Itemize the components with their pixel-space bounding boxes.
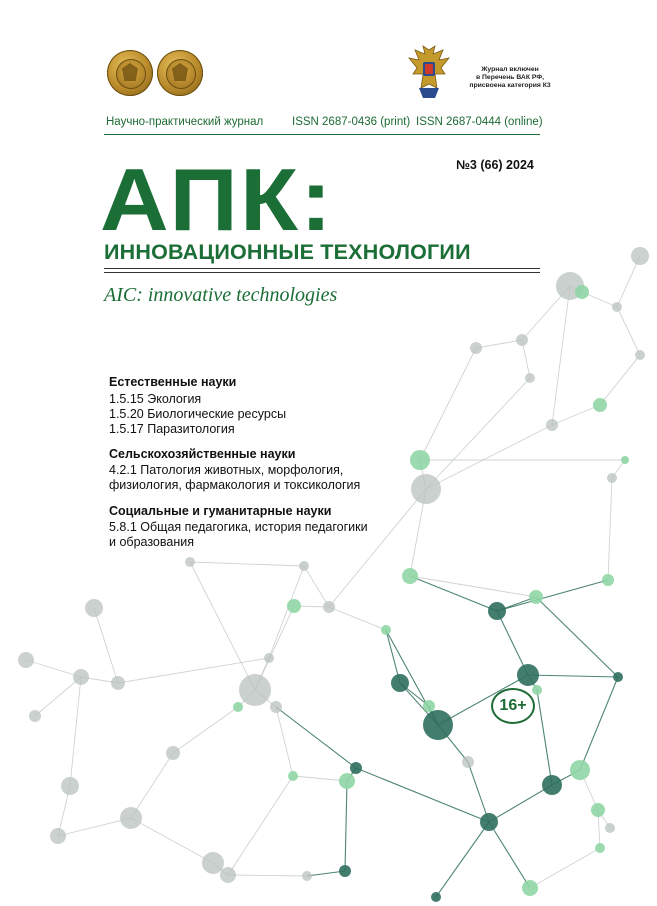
network-link (94, 608, 118, 683)
network-node (61, 777, 79, 795)
network-node (635, 350, 645, 360)
network-node (517, 664, 539, 686)
network-link (304, 566, 329, 607)
network-link (426, 425, 552, 489)
network-node (185, 557, 195, 567)
section-item: 4.2.1 Патология животных, морфология, (109, 463, 344, 477)
network-node (621, 456, 629, 464)
journal-title-main: АПК: (100, 150, 334, 249)
network-link (58, 818, 131, 836)
network-node (480, 813, 498, 831)
issue-number: №3 (66) 2024 (456, 158, 534, 172)
network-link (345, 781, 347, 871)
network-node (85, 599, 103, 617)
network-node (323, 601, 335, 613)
network-node (29, 710, 41, 722)
network-link (410, 576, 497, 611)
vak-line-2: в Перечень ВАК РФ, (475, 74, 545, 81)
network-link (228, 875, 307, 876)
section-heading-agricultural-sciences: Сельскохозяйственные науки (109, 447, 296, 461)
network-node (462, 756, 474, 768)
network-node (542, 775, 562, 795)
network-link (269, 566, 304, 658)
network-node (402, 568, 418, 584)
network-link (600, 355, 640, 405)
network-node (423, 700, 435, 712)
network-link (293, 776, 347, 781)
network-node (18, 652, 34, 668)
network-node (605, 823, 615, 833)
journal-title-english: AIC: innovative technologies (104, 284, 338, 306)
network-node (287, 599, 301, 613)
network-node (220, 867, 236, 883)
title-divider-2 (104, 272, 540, 273)
network-node (631, 247, 649, 265)
network-link (190, 562, 255, 690)
coat-of-arms-icon (405, 44, 453, 100)
network-link (617, 307, 640, 355)
network-node (525, 373, 535, 383)
vak-line-3: присвоена категория К3 (469, 82, 551, 89)
network-link (552, 286, 570, 425)
network-link (70, 677, 81, 786)
network-link (580, 677, 618, 770)
network-node (50, 828, 66, 844)
gold-medal-emblem-1 (107, 50, 153, 96)
age-rating-badge: 16+ (491, 688, 535, 724)
network-node (120, 807, 142, 829)
network-node (470, 342, 482, 354)
network-node (613, 672, 623, 682)
network-node (431, 892, 441, 902)
network-node (339, 773, 355, 789)
gold-medal-emblem-2 (157, 50, 203, 96)
network-link (530, 848, 600, 888)
section-item: физиология, фармакология и токсикология (109, 478, 361, 492)
section-item: 5.8.1 Общая педагогика, история педагогики (109, 520, 368, 534)
network-node (602, 574, 614, 586)
title-divider-1 (104, 268, 540, 269)
network-node (516, 334, 528, 346)
vak-inclusion-note (455, 66, 565, 90)
network-link (426, 378, 530, 489)
issn-online: ISSN 2687-0444 (online) (416, 116, 543, 128)
network-node (423, 710, 453, 740)
network-node (239, 674, 271, 706)
network-link (552, 405, 600, 425)
network-link (228, 776, 293, 875)
vak-line-1: Журнал включен (481, 66, 539, 73)
section-item: 1.5.17 Паразитология (109, 422, 235, 436)
network-node (522, 880, 538, 896)
network-node (288, 771, 298, 781)
network-node (202, 852, 224, 874)
network-node (591, 803, 605, 817)
network-node (593, 398, 607, 412)
network-node (612, 302, 622, 312)
network-link (476, 340, 522, 348)
network-node (529, 590, 543, 604)
network-node (570, 760, 590, 780)
network-link (420, 348, 476, 460)
network-node (166, 746, 180, 760)
network-link (608, 478, 612, 580)
network-node (595, 843, 605, 853)
network-link (26, 660, 81, 677)
network-node (73, 669, 89, 685)
header-divider (104, 134, 540, 135)
network-link (329, 607, 386, 630)
section-heading-natural-sciences: Естественные науки (109, 375, 237, 389)
network-node (302, 871, 312, 881)
network-node (299, 561, 309, 571)
network-link (468, 762, 489, 822)
network-link (329, 489, 426, 607)
network-node (264, 653, 274, 663)
section-item: 1.5.15 Экология (109, 392, 202, 406)
network-node (391, 674, 409, 692)
network-link (410, 576, 536, 597)
network-link (528, 675, 618, 677)
section-item: 1.5.20 Биологические ресурсы (109, 407, 287, 421)
network-link (131, 753, 173, 818)
network-node (575, 285, 589, 299)
network-node (532, 685, 542, 695)
network-node (410, 450, 430, 470)
issn-print: ISSN 2687-0436 (print) (292, 116, 411, 128)
network-link (276, 707, 356, 768)
network-node (381, 625, 391, 635)
network-link (489, 785, 552, 822)
network-link (131, 818, 213, 863)
section-item: и образования (109, 535, 194, 549)
journal-type-label: Научно-практический журнал (106, 116, 264, 128)
journal-title-subtitle: ИННОВАЦИОННЫЕ ТЕХНОЛОГИИ (104, 240, 471, 264)
network-link (356, 768, 489, 822)
section-heading-social-humanities: Социальные и гуманитарные науки (109, 504, 332, 518)
network-link (537, 690, 552, 785)
network-node (350, 762, 362, 774)
network-link (173, 707, 238, 753)
network-node (111, 676, 125, 690)
network-link (35, 677, 81, 716)
network-link (489, 822, 530, 888)
network-node (339, 865, 351, 877)
network-link (190, 562, 304, 566)
network-node (546, 419, 558, 431)
network-link (436, 822, 489, 897)
network-link (536, 597, 618, 677)
network-node (488, 602, 506, 620)
network-link (497, 580, 608, 611)
network-node (270, 701, 282, 713)
network-node (607, 473, 617, 483)
network-node (233, 702, 243, 712)
network-node (411, 474, 441, 504)
